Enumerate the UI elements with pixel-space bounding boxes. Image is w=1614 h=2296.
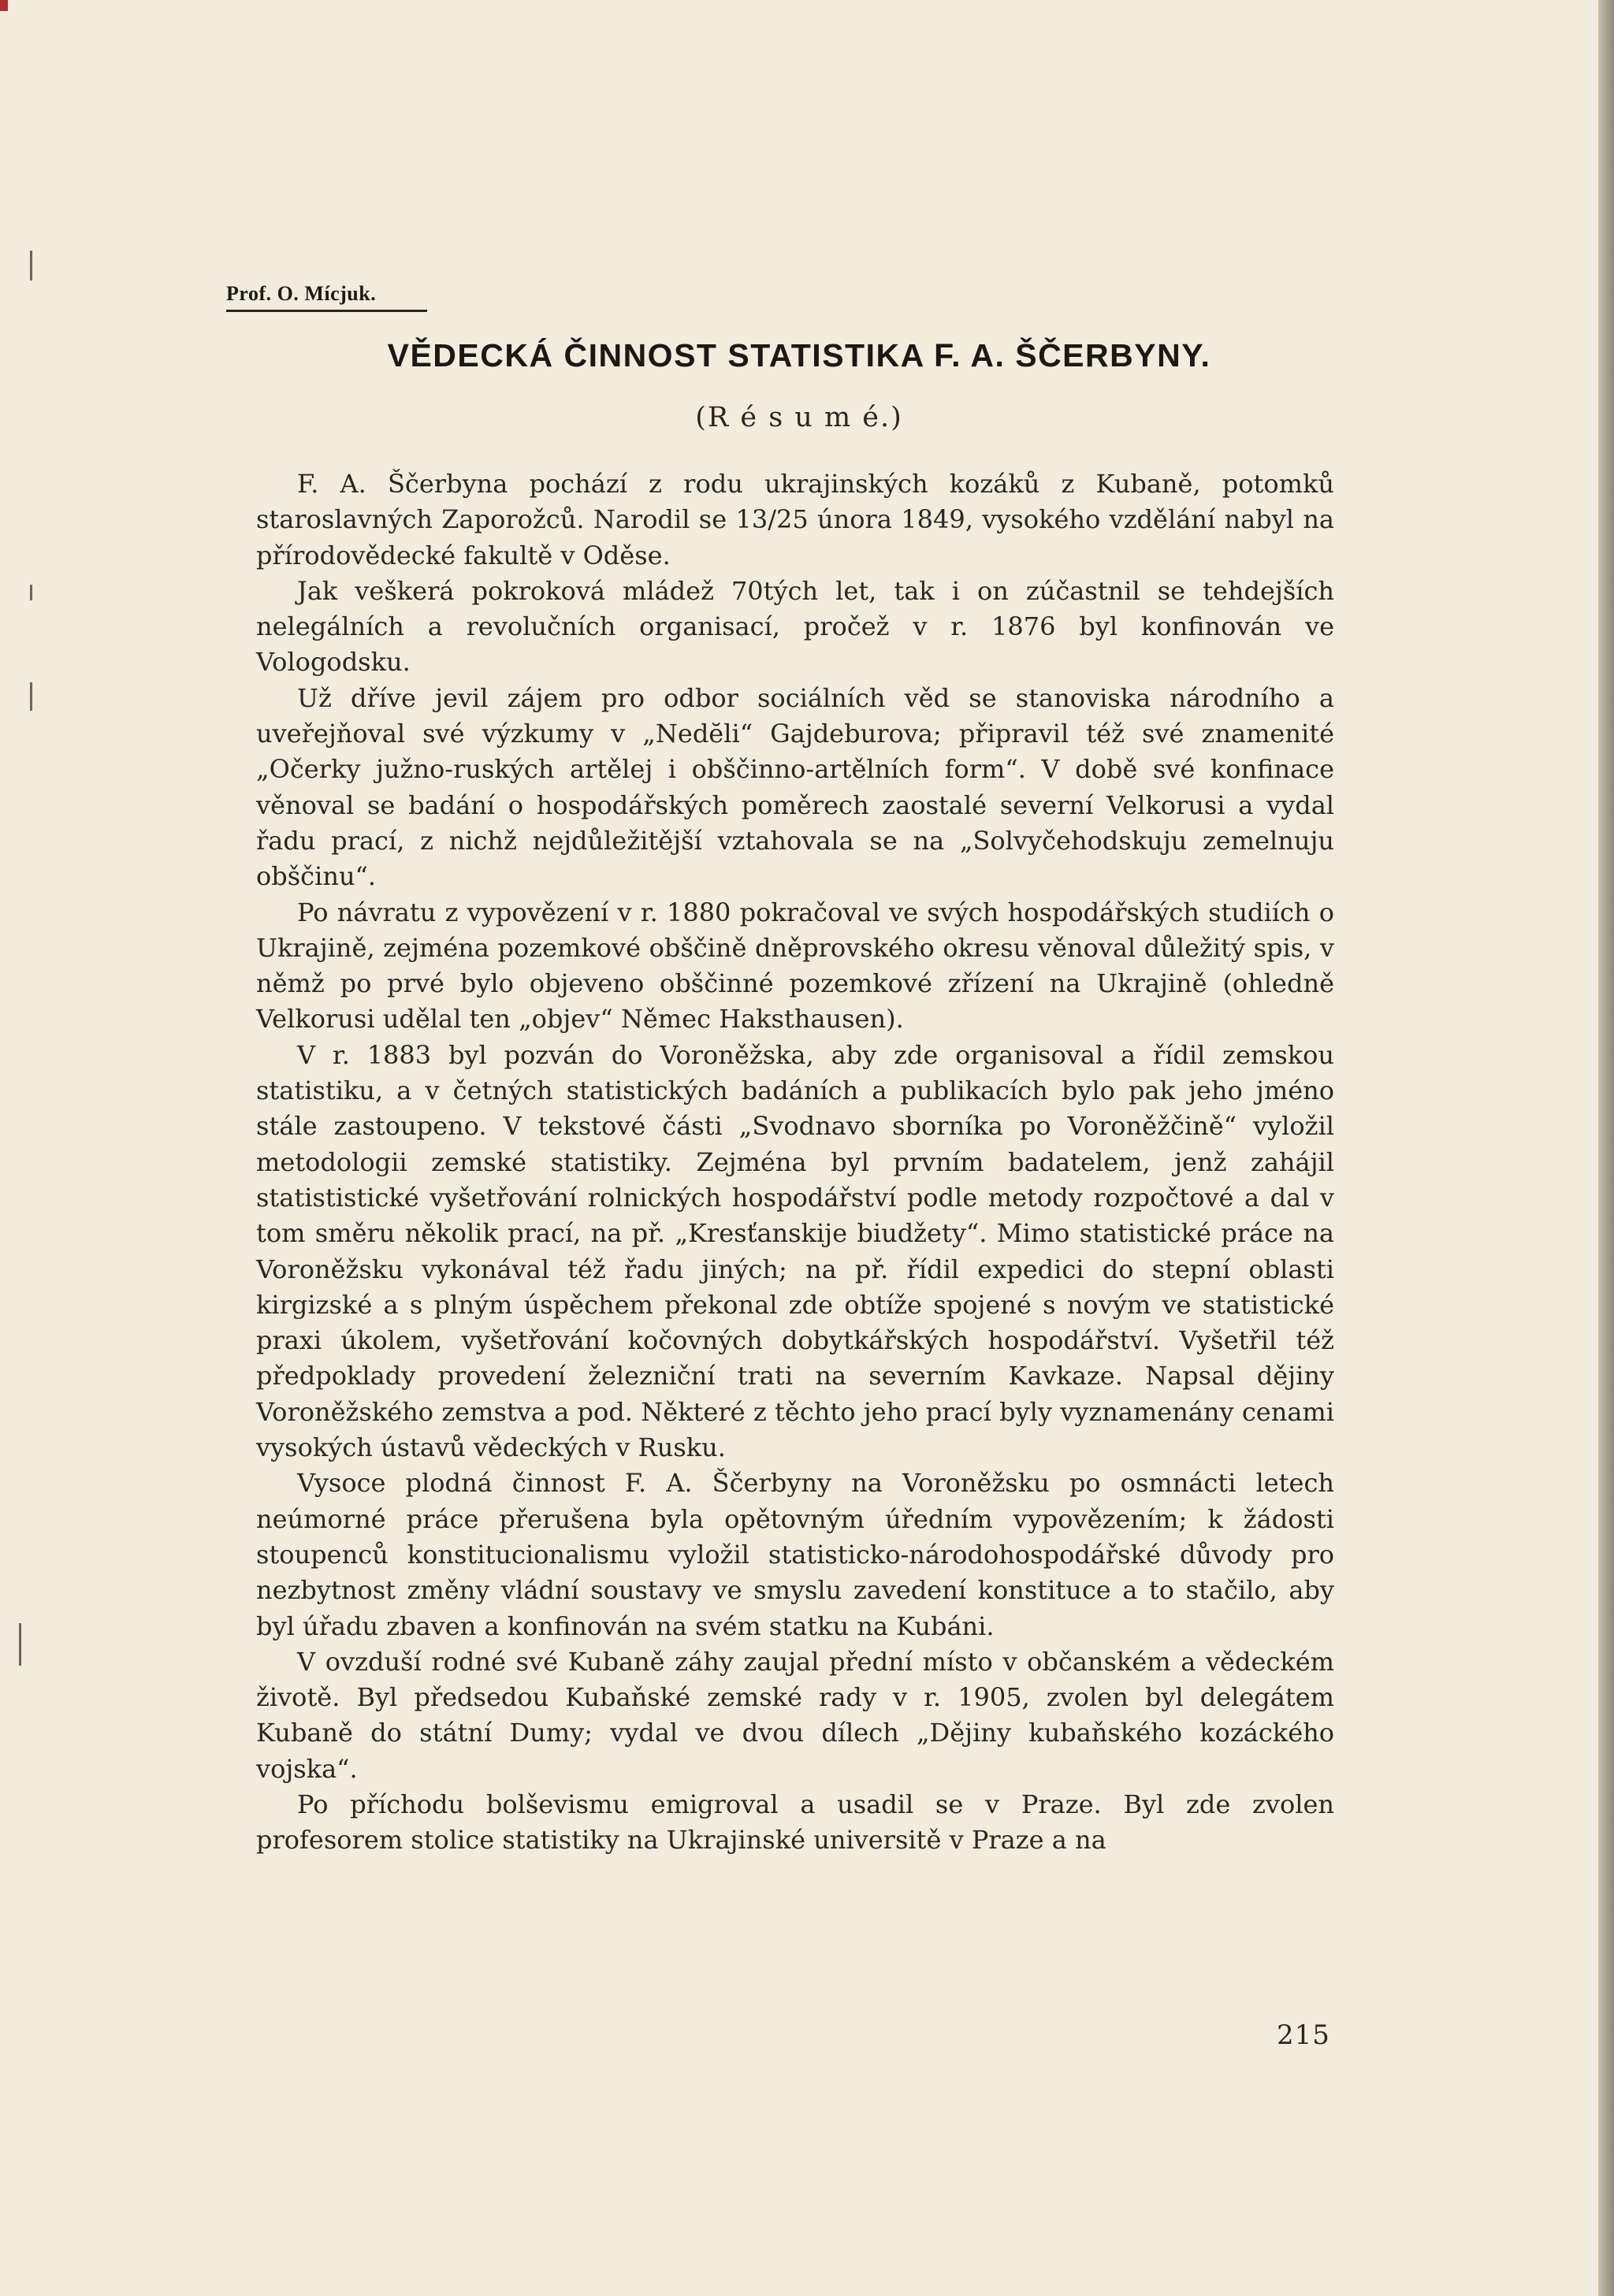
margin-mark [30, 585, 32, 600]
paragraph: V ovzduší rodné své Kubaně záhy zaujal přední místo v občanském a vědeckém životě. Byl předsedou Kubaňské zemské rady v r. 1905, zvolen byl delegátem Kubaně do státní Dumy; vydal ve dvou dílech „Dějiny kubaňského kozáckého vojska“. [256, 1646, 1334, 1784]
page-number: 215 [1277, 2019, 1330, 2051]
paragraph: V r. 1883 byl pozván do Voroněžska, aby zde organisoval a řídil zemskou statistiku, a v četných statistických badáních a publikacích bylo pak jeho jméno stále zastoupeno. V tekstové části „Svodnavo sborníka po Voroněžčině“ vyložil metodologii zemské statistiky. Zejména byl prvním badatelem, jenž zahájil statististické vyšetřování rolnických hospodářství podle metody rozpočtové a dal v tom směru několik prací, na př. „Kresťanskije biudžety“. Mimo statistické práce na Voroněžsku vykonával též řadu jiných; na př. řídil expedici do stepní oblasti kirgizské a s plným úspěchem překonal zde obtíže spojené s novým ve statistické praxi úkolem, vyšetřování kočovných dobytkářských hospodářství. Vyšetřil též předpoklady provedení železniční trati na severním Kavkaze. Napsal dějiny Voroněžského zemstva a pod. Některé z těchto jeho prací byly vyznamenány cenami vysokých ústavů vědeckých v Rusku. [256, 1039, 1334, 1463]
article-subtitle: (R é s u m é.) [695, 402, 903, 433]
paragraph: Po příchodu bolševismu emigroval a usadil se v Praze. Byl zde zvolen profesorem stolice statistiky na Ukrajinské universitě v Praze a na [256, 1789, 1334, 1856]
margin-mark [19, 1623, 21, 1666]
author-underline [226, 310, 427, 312]
paragraph: F. A. Ščerbyna pochází z rodu ukrajinských kozáků z Kubaně, potomků staroslavných Zaporožců. Narodil se 13/25 února 1849, vysokého vzdělání nabyl na přírodovědecké fakultě v Oděse. [256, 469, 1334, 570]
margin-mark [30, 682, 32, 711]
margin-mark [30, 251, 32, 280]
page-edge-shadow [1598, 0, 1614, 2296]
paragraph: Vysoce plodná činnost F. A. Ščerbyny na Voroněžsku po osmnácti letech neúmorné práce přerušena byla opětovným úředním vypovězením; k žádosti stoupenců konstitucionalismu vyložil statisticko-národohospodářské důvody pro nezbytnost změny vládní soustavy ve smyslu zavedení konstituce a to stačilo, aby byl úřadu zbaven a konfinován na svém statku na Kubáni. [256, 1468, 1334, 1641]
article-title: VĚDECKÁ ČINNOST STATISTIKA F. A. ŠČERBYNY. [387, 337, 1211, 373]
paragraph: Už dříve jevil zájem pro odbor sociálních věd se stanoviska národního a uveřejňoval své výzkumy v „Nedĕli“ Gajdeburova; připravil též své znamenité „Očerky južno-ruských artělej i obščinno-artělních form“. V době své konfinace věnoval se badání o hospodářských poměrech zaostalé severní Velkorusi a vydal řadu prací, z nichž nejdůležitější vztahovala se na „Solvyčehodskuju zemelnuju obščinu“. [256, 682, 1334, 892]
scan-edge-mark [0, 0, 8, 11]
paragraph: Jak veškerá pokroková mládež 70tých let, tak i on zúčastnil se tehdejších nelegálních a revolučních organisací, pročež v r. 1876 byl konfinován ve Vologodsku. [256, 575, 1334, 678]
author-name: Prof. O. Mícjuk. [226, 282, 377, 305]
paragraph: Po návratu z vypovězení v r. 1880 pokračoval ve svých hospodářských studiích o Ukrajině, zejména pozemkové obščině dněprovského okresu věnoval důležitý spis, v němž po prvé bylo objeveno obščinné pozemkové zřízení na Ukrajině (ohledně Velkorusi udělal ten „objev“ Němec Haksthausen). [256, 897, 1334, 1035]
article-body [256, 466, 1334, 1859]
